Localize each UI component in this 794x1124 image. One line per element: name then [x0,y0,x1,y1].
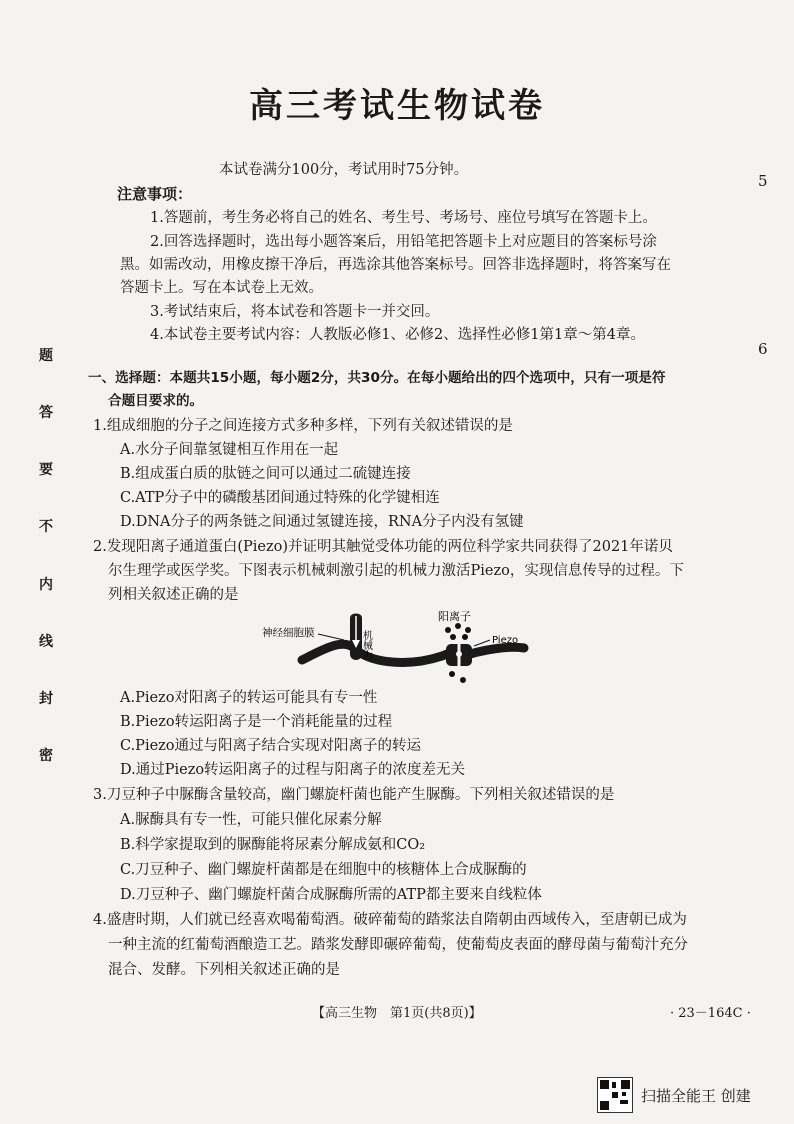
notice-line: 2.回答选择题时，选出每小题答案后，用铅笔把答题卡上对应题目的答案标号涂 [150,234,657,250]
question-2-stem: 列相关叙述正确的是 [108,587,239,603]
margin-number: 5 [758,172,768,190]
section-heading-cont: 合题目要求的。 [108,393,204,409]
membrane-label: 神经细胞膜 [262,627,315,639]
piezo-pointer [474,640,490,646]
force-label: 机械力 [360,630,372,660]
question-3-option-b: B.科学家提取到的脲酶能将尿素分解成氨和CO₂ [120,837,426,853]
question-1-stem: 1.组成细胞的分子之间连接方式多种多样，下列有关叙述错误的是 [93,418,513,434]
notice-line: 3.考试结束后，将本试卷和答题卡一并交回。 [150,304,440,320]
margin-number: 6 [758,340,768,358]
notice-line: 答题卡上。写在本试卷上无效。 [120,280,323,296]
scanner-watermark [597,1077,751,1113]
cation-dot [460,677,466,683]
seal-char: 要 [39,462,53,479]
cation-dot [456,651,462,657]
cation-dot [445,627,451,633]
page-title: 高三考试生物试卷 [249,86,545,126]
piezo-diagram [262,610,532,690]
question-2-option-b: B.Piezo转运阳离子是一个消耗能量的过程 [120,714,393,730]
cation-dot [455,623,461,629]
question-4-stem: 混合、发酵。下列相关叙述正确的是 [108,962,340,978]
notice-line: 1.答题前，考生务必将自己的姓名、考生号、考场号、座位号填写在答题卡上。 [150,210,657,226]
seal-line-text [36,345,56,765]
question-2-stem: 2.发现阳离子通道蛋白(Piezo)并证明其触觉受体功能的两位科学家共同获得了2021年诺贝 [93,539,673,555]
cation-dot [462,634,468,640]
question-3-option-d: D.刀豆种子、幽门螺旋杆菌合成脲酶所需的ATP都主要来自线粒体 [120,887,542,903]
question-2-option-c: C.Piezo通过与阳离子结合实现对阳离子的转运 [120,738,422,754]
question-1-option-c: C.ATP分子中的磷酸基团间通过特殊的化学键相连 [120,490,440,506]
seal-char: 内 [39,576,53,593]
question-1-option-b: B.组成蛋白质的肽链之间可以通过二硫键连接 [120,466,411,482]
cell-membrane [302,644,524,662]
question-2-option-a: A.Piezo对阳离子的转运可能具有专一性 [120,690,378,706]
question-1-option-a: A.水分子间靠氢键相互作用在一起 [120,442,339,458]
question-3-option-c: C.刀豆种子、幽门螺旋杆菌都是在细胞中的核糖体上合成脲酶的 [120,862,527,878]
seal-char: 答 [39,405,53,422]
seal-char: 封 [39,690,53,707]
notice-line: 黑。如需改动，用橡皮擦干净后，再选涂其他答案标号。回答非选择题时，将答案写在 [120,257,671,273]
cation-label: 阳离子 [438,610,471,623]
question-4-stem: 一种主流的红葡萄酒酿造工艺。踏浆发酵即碾碎葡萄，使葡萄皮表面的酵母菌与葡萄汁充分 [108,937,688,953]
seal-char: 不 [39,519,53,536]
membrane-pointer [318,634,344,640]
cation-dot [449,671,455,677]
section-heading: 一、选择题：本题共15小题，每小题2分，共30分。在每小题给出的四个选项中，只有一项是符 [88,370,666,386]
exam-info: 本试卷满分100分，考试用时75分钟。 [219,162,469,178]
seal-char: 线 [39,633,53,650]
scanner-text: 扫描全能王 创建 [641,1086,751,1105]
cation-dot [465,627,471,633]
piezo-label: Piezo [492,635,519,646]
question-3-option-a: A.脲酶具有专一性，可能只催化尿素分解 [120,812,382,828]
seal-char: 题 [39,348,53,364]
cation-dot [450,634,456,640]
page-footer: 【高三生物 第1页(共8页)】 [312,1006,482,1021]
notice-line: 4.本试卷主要考试内容：人教版必修1、必修2、选择性必修1第1章～第4章。 [150,327,645,343]
question-1-option-d: D.DNA分子的两条链之间通过氢键连接，RNA分子内没有氢键 [120,514,524,530]
question-3-stem: 3.刀豆种子中脲酶含量较高，幽门螺旋杆菌也能产生脲酶。下列相关叙述错误的是 [93,787,615,803]
seal-char: 密 [39,747,53,764]
qr-code-icon [597,1077,633,1113]
question-4-stem: 4.盛唐时期，人们就已经喜欢喝葡萄酒。破碎葡萄的踏浆法自隋朝由西域传入，至唐朝已成为 [93,912,687,928]
question-2-option-d: D.通过Piezo转运阳离子的过程与阳离子的浓度差无关 [120,762,466,778]
exam-code: · 23－164C · [670,1006,751,1021]
question-2-stem: 尔生理学或医学奖。下图表示机械刺激引起的机械力激活Piezo，实现信息传导的过程。下 [108,563,684,579]
notice-heading: 注意事项： [117,185,193,203]
